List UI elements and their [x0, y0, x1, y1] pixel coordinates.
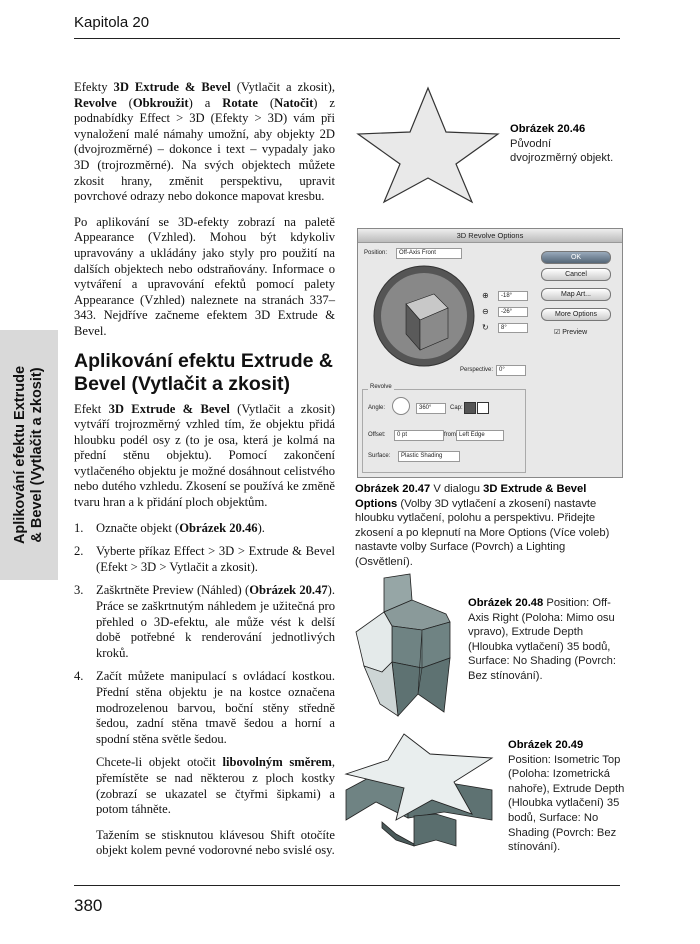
intro-paragraph-2: Po aplikování se 3D-efekty zobrazí na paletě Appearance (Vzhled). Mohou být kdykoliv upravovány a ukládány jako styly pro použití na dalších objektech nebo odstraňovány. Informace o vytváření a upravování efektů pomocí palety Appearance (Vzhled) naleznete na stranách 337–343. Nejdříve začneme efektem 3D Extrude & Bevel.: [74, 214, 335, 338]
offset-field[interactable]: 0 pt: [394, 430, 444, 441]
step-item: 4. Začít můžete manipulací s ovládací kostkou. Přední stěna objektu je na kostce označena modrozelenou barvou, boční stěny středně šedou, zadní stěna tmavě šedou a horní a spodní stěna světle šedou.: [74, 669, 335, 746]
step-item: 3. Zaškrtněte Preview (Náhled) (Obrázek 20.47). Práce se zaškrtnutým náhledem je užitečná pro přehled o 3D-efektu, ale může vést k delší době potřebné k renderování jednotlivých kroků.: [74, 583, 336, 660]
page-number: 380: [74, 896, 103, 915]
figure-46-star: [352, 84, 504, 206]
figure-49-extruded-star: [332, 730, 504, 848]
rotate-y-field[interactable]: -26°: [498, 307, 528, 317]
footer-rule: [74, 885, 620, 886]
cancel-button[interactable]: Cancel: [541, 268, 611, 281]
from-label: from: [444, 432, 456, 438]
rotate-z-icon: ↻: [482, 323, 489, 332]
angle-dial[interactable]: [392, 397, 410, 415]
cap-on-toggle[interactable]: [464, 402, 476, 414]
preview-checkbox[interactable]: ☑ Preview: [554, 329, 588, 336]
from-select[interactable]: Left Edge: [456, 430, 504, 441]
section-heading: Aplikování efektu Extrude & Bevel (Vytlačit a zkosit): [74, 349, 333, 395]
rotate-z-field[interactable]: 8°: [498, 323, 528, 333]
rotation-track-cube[interactable]: [372, 264, 476, 368]
header-rule: [74, 38, 620, 39]
step-item: 1. Označte objekt (Obrázek 20.46).: [74, 520, 265, 535]
surface-select[interactable]: Plastic Shading: [398, 451, 460, 462]
ok-button[interactable]: OK: [541, 251, 611, 264]
offset-label: Offset:: [368, 432, 386, 438]
side-tab-line1: Aplikování efektu Extrude: [12, 365, 28, 545]
cap-label: Cap:: [450, 405, 463, 411]
section-paragraph-1: Efekt 3D Extrude & Bevel (Vytlačit a zkosit) vytváří trojrozměrný vzhled tím, že objektu přidá hloubku podél osy z (to je osa, která je kolmá na přední stěnu objektu). Pomocí zakončení vytlačeného objektu je možné dosáhnout celistvého nebo dutého vzhledu. Zkosení se používá ke změně tvaru hran a k přidání ploch objektům.: [74, 401, 336, 510]
preview-label: Preview: [562, 329, 588, 336]
map-art-button[interactable]: Map Art...: [541, 288, 611, 301]
chapter-header: Kapitola 20: [74, 14, 150, 31]
figure-48-extruded-star: [352, 572, 462, 722]
more-options-button[interactable]: More Options: [541, 308, 611, 321]
caption-fig-49: Obrázek 20.49 Position: Isometric Top (Poloha: Izometrická nahoře), Extrude Depth (Hloubka vytlačení) 35 bodů, Surface: No Shading (Povrch: Bez stínování).: [508, 739, 625, 854]
side-tab-text: [12, 325, 46, 585]
intro-paragraph-1: Efekty 3D Extrude & Bevel (Vytlačit a zkosit), Revolve (Obkroužit) a Rotate (Natočit) z podnabídky Effect > 3D (Efekty > 3D) vám při vynaložení malé námahy umožní, aby objekty 2D (dvojrozměrné) – dokonce i text – vypadaly jako 3D (trojrozměrné). Na svých objektech můžete zkosit hrany, změnit perspektivu, upravit povrchové odrazy nebo dokonce mapovat kresbu.: [74, 80, 336, 204]
angle-field[interactable]: 360°: [416, 403, 446, 414]
side-tab-line2: & Bevel (Vytlačit a zkosit): [29, 367, 45, 543]
step-4-extra-1: Chcete-li objekt otočit libovolným směrem, přemístěte se nad některou z ploch kostky (zobrazí se ukazatel se čtyřmi šipkami) a potom táhněte.: [96, 755, 335, 817]
rotate-x-field[interactable]: -18°: [498, 291, 528, 301]
surface-label: Surface:: [368, 453, 391, 459]
perspective-field[interactable]: 0°: [496, 365, 526, 376]
step-item: 2. Vyberte příkaz Effect > 3D > Extrude & Bevel (Efekt > 3D > Vytlačit a zkosit).: [74, 544, 335, 574]
rotate-x-icon: ⊕: [482, 291, 489, 300]
figure-47-dialog: [357, 228, 623, 478]
position-label: Position:: [364, 250, 388, 256]
rotate-y-icon: ⊖: [482, 307, 489, 316]
steps-list: [74, 521, 335, 748]
step-4-extra-2: Tažením se stisknutou klávesou Shift otočíte objekt kolem pevné vodorovné nebo svislé osy.: [96, 827, 335, 858]
angle-label: Angle:: [368, 405, 386, 411]
perspective-label: Perspective:: [460, 367, 494, 373]
dialog-title: 3D Revolve Options: [358, 229, 622, 243]
revolve-label: Revolve: [370, 384, 392, 390]
main-text-column: [74, 80, 335, 869]
cap-off-toggle[interactable]: [477, 402, 489, 414]
caption-fig-48: Obrázek 20.48 Position: Off-Axis Right (Poloha: Mimo osu vpravo), Extrude Depth (Hloubka vytlačení) 35 bodů, Surface: No Shading (Povrch: Bez stínování).: [468, 597, 616, 682]
caption-fig-46: Obrázek 20.46 Původní dvojrozměrný objekt.: [510, 123, 614, 165]
caption-fig-47: Obrázek 20.47 V dialogu 3D Extrude & Bevel Options (Volby 3D vytlačení a zkosení) nastavte hloubku vytlačení, polohu a perspektivu. Přidejte zkosení a po klepnutí na More Options (Více voleb) nastavte volby Surface (Povrch) a Lighting (Osvětlení).: [355, 483, 610, 568]
position-select[interactable]: Off-Axis Front: [396, 248, 462, 259]
